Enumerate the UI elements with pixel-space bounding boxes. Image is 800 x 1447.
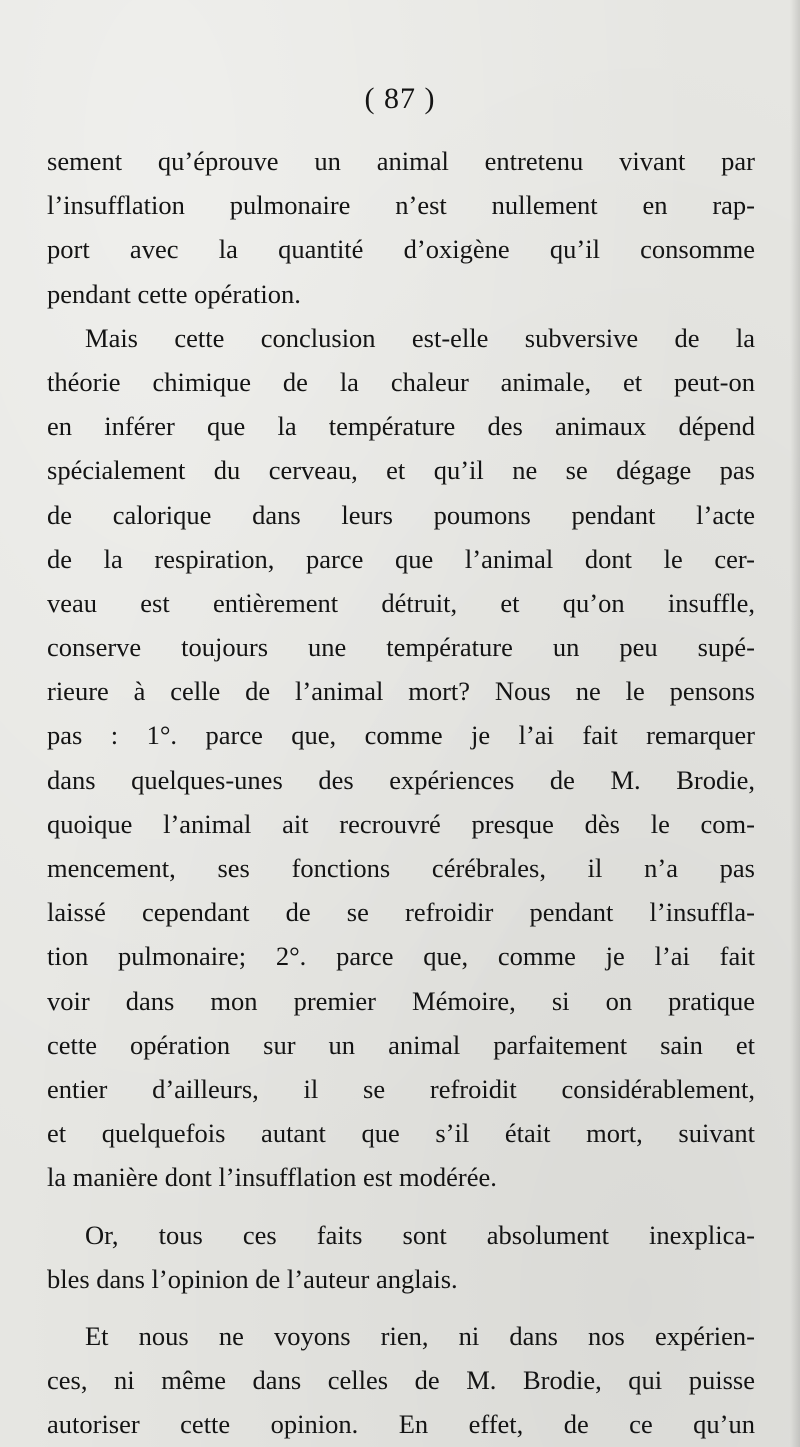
text-line: l’insufflation pulmonaire n’est nullement en rap- bbox=[47, 190, 755, 221]
text-line: dans quelques-unes des expériences de M. Brodie, bbox=[47, 764, 755, 795]
text-line: quoique l’animal ait recrouvré presque dès le com- bbox=[47, 808, 755, 839]
text-line: pas : 1°. parce que, comme je l’ai fait remarquer bbox=[47, 720, 755, 751]
text-line: voir dans mon premier Mémoire, si on pratique bbox=[47, 985, 755, 1016]
text-line: théorie chimique de la chaleur animale, et peut-on bbox=[47, 366, 755, 397]
text-line: de la respiration, parce que l’animal dont le cer- bbox=[47, 543, 755, 574]
text-line: de calorique dans leurs poumons pendant l’acte bbox=[47, 499, 755, 530]
text-line: Et nous ne voyons rien, ni dans nos expérien- bbox=[85, 1320, 755, 1351]
text-line: cette opération sur un animal parfaitement sain et bbox=[47, 1029, 755, 1060]
text-line: veau est entièrement détruit, et qu’on insuffle, bbox=[47, 587, 755, 618]
paragraph-2 bbox=[47, 316, 755, 1200]
text-line: rieure à celle de l’animal mort? Nous ne le pensons bbox=[47, 676, 755, 707]
text-line: autoriser cette opinion. En effet, de ce qu’un bbox=[47, 1409, 755, 1440]
text-line: et quelquefois autant que s’il était mort, suivant bbox=[47, 1118, 755, 1149]
text-line: ces, ni même dans celles de M. Brodie, qui puisse bbox=[47, 1365, 755, 1396]
page-edge-shadow bbox=[790, 0, 800, 1447]
text-line: conserve toujours une température un peu supé- bbox=[47, 632, 755, 663]
paragraph-4 bbox=[47, 1314, 755, 1447]
text-line: mencement, ses fonctions cérébrales, il n’a pas bbox=[47, 853, 755, 883]
paragraph-3 bbox=[47, 1213, 755, 1301]
text-line: sement qu’éprouve un animal entretenu vivant par bbox=[47, 146, 755, 176]
paragraph-1 bbox=[47, 139, 755, 316]
text-line: port avec la quantité d’oxigène qu’il consomme bbox=[47, 234, 755, 265]
text-line: entier d’ailleurs, il se refroidit considérablement, bbox=[47, 1073, 755, 1104]
text-line: Or, tous ces faits sont absolument inexplica- bbox=[85, 1219, 755, 1250]
paragraph-spacer bbox=[47, 1200, 755, 1213]
text-line: laissé cependant de se refroidir pendant l’insuffla- bbox=[47, 897, 755, 928]
paragraph-spacer bbox=[47, 1301, 755, 1314]
text-line: pendant cette opération. bbox=[47, 278, 301, 309]
text-line: spécialement du cerveau, et qu’il ne se dégage pas bbox=[47, 455, 755, 486]
text-line: tion pulmonaire; 2°. parce que, comme je l’ai fait bbox=[47, 941, 755, 972]
text-line: en inférer que la température des animaux dépend bbox=[47, 411, 755, 442]
text-line: Mais cette conclusion est-elle subversive de la bbox=[85, 322, 755, 353]
text-line: bles dans l’opinion de l’auteur anglais. bbox=[47, 1263, 458, 1294]
page-number: ( 87 ) bbox=[364, 82, 436, 115]
text-line: la manière dont l’insufflation est modérée. bbox=[47, 1162, 497, 1193]
body-text bbox=[47, 139, 755, 1446]
